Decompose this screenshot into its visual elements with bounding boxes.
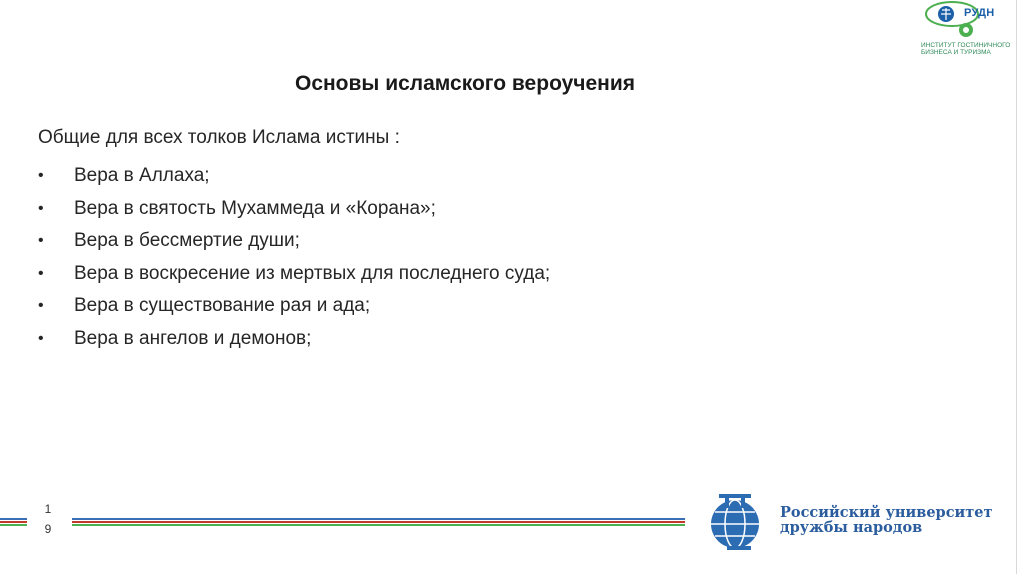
bullet-dot: • xyxy=(38,329,44,347)
list-item-text: Вера в бессмертие души; xyxy=(74,230,300,252)
bullet-dot: • xyxy=(38,264,44,282)
list-item-text: Вера в Аллаха; xyxy=(74,165,210,187)
slide-intro: Общие для всех толков Ислама истины : xyxy=(38,127,400,148)
university-name-line2: дружбы народов xyxy=(780,519,923,536)
footer-stripes-left xyxy=(0,518,27,527)
list-item xyxy=(38,225,550,258)
list-item xyxy=(38,323,550,356)
list-item-text: Вера в ангелов и демонов; xyxy=(74,327,312,349)
bullet-dot: • xyxy=(38,167,44,185)
list-item-text: Вера в воскресение из мертвых для последнего суда; xyxy=(74,262,551,284)
footer-stripes xyxy=(72,518,685,527)
list-item xyxy=(38,290,550,323)
university-name xyxy=(780,505,992,535)
bullet-dot: • xyxy=(38,232,44,250)
list-item xyxy=(38,258,550,291)
slide-title: Основы исламского вероучения xyxy=(294,72,636,95)
page-number xyxy=(42,499,54,539)
list-item xyxy=(38,160,550,193)
bullet-dot: • xyxy=(38,297,44,315)
rudn-globe-logo xyxy=(705,492,771,552)
bullet-dot: • xyxy=(38,199,44,217)
slide-border xyxy=(1016,0,1017,574)
list-item-text: Вера в святость Мухаммеда и «Корана»; xyxy=(74,197,436,219)
logo-top-subtitle: ИНСТИТУТ ГОСТИНИЧНОГО БИЗНЕСА И ТУРИЗМА xyxy=(921,42,1011,56)
page-number-digit: 9 xyxy=(44,522,52,536)
university-name-line1: Российский университет xyxy=(780,504,993,521)
list-item xyxy=(38,193,550,226)
bullet-list xyxy=(38,160,550,355)
logo-top-title: РУДН xyxy=(964,7,995,19)
list-item-text: Вера в существование рая и ада; xyxy=(74,295,371,317)
page-number-digit: 1 xyxy=(44,502,52,516)
